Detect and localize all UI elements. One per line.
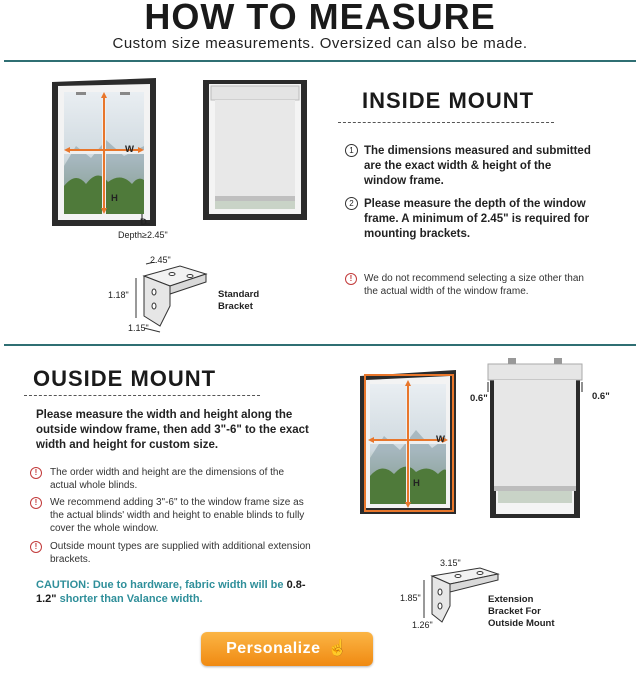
outside-window-h-label: H (413, 478, 420, 489)
page-title: HOW TO MEASURE (144, 0, 496, 37)
inside-step-1 (345, 144, 595, 187)
outside-note-3-text: Outside mount types are supplied with additional extension brackets. (50, 541, 311, 565)
extension-bracket-bottom-dim: 1.26" (412, 620, 433, 630)
outside-mount-intro: Please measure the width and height along the outside window frame, then add 3"-6" to the exact width and height for custom size. (36, 409, 309, 451)
inside-window-h-label: H (111, 193, 118, 204)
inside-mount-dash-divider (338, 122, 554, 123)
caution-value: 0.8-1.2" (36, 579, 306, 605)
step-2-number: 2 (345, 197, 358, 210)
inside-mount-blind-illustration (203, 78, 307, 220)
step-1-number: 1 (345, 144, 358, 157)
warning-icon: ! (30, 497, 42, 509)
personalize-button-label: Personalize (226, 640, 321, 657)
page-subtitle: Custom size measurements. Oversized can also be made. (112, 35, 528, 52)
warning-icon: ! (30, 467, 42, 479)
divider-middle (4, 344, 636, 346)
standard-bracket-side-dim: 1.18" (108, 290, 129, 300)
personalize-button[interactable] (201, 632, 373, 666)
outside-mount-dash-divider (24, 395, 260, 396)
divider-top (4, 60, 636, 62)
outside-blind-right-margin: 0.6" (592, 391, 610, 402)
inside-note-text: We do not recommend selecting a size other than the actual width of the window frame. (364, 273, 584, 297)
caution-text (36, 578, 306, 606)
warning-icon: ! (345, 273, 357, 285)
inside-step-2 (345, 197, 595, 240)
inside-mount-heading: INSIDE MOUNT (362, 88, 535, 113)
outside-mount-blind-illustration (484, 356, 586, 518)
step-1-text: The dimensions measured and submitted are the exact width & height of the window frame. (364, 145, 591, 187)
step-2-depth-value: 2.45" (480, 213, 509, 225)
outside-mount-window-illustration (356, 368, 462, 520)
outside-blind-left-margin: 0.6" (470, 393, 488, 404)
extension-bracket-label: Extension Bracket For Outside Mount (488, 594, 555, 629)
outside-window-w-label: W (436, 434, 445, 445)
inside-mount-window-illustration (46, 76, 172, 236)
step-2-text-after: is required for mounting brackets. (364, 213, 590, 240)
outside-mount-heading: OUSIDE MOUNT (33, 366, 217, 391)
outside-note-1-text: The order width and height are the dimensions of the actual whole blinds. (50, 467, 285, 491)
inside-window-depth-label: Depth≥2.45" (118, 230, 168, 240)
pointing-hand-icon: ☝ (327, 640, 348, 657)
inside-window-d-label: D (140, 217, 147, 228)
caution-before: CAUTION: Due to hardware, fabric width will be (36, 579, 287, 591)
inside-window-w-label: W (125, 144, 134, 155)
extension-bracket-top-dim: 3.15" (440, 558, 461, 568)
step-2-text-before: Please measure the depth of the window frame. A minimum of (364, 198, 586, 225)
warning-icon: ! (30, 541, 42, 553)
standard-bracket-bottom-dim: 1.15" (128, 323, 149, 333)
standard-bracket-label: Standard Bracket (218, 289, 260, 312)
extension-bracket-side-dim: 1.85" (400, 593, 421, 603)
standard-bracket-top-dim: 2.45" (150, 255, 171, 265)
outside-note-2-text: We recommend adding 3"-6" to the window frame size as the actual blinds' width and height to enable blinds to fully cover the whole window. (50, 497, 305, 534)
caution-after: shorter than Valance width. (56, 593, 203, 605)
